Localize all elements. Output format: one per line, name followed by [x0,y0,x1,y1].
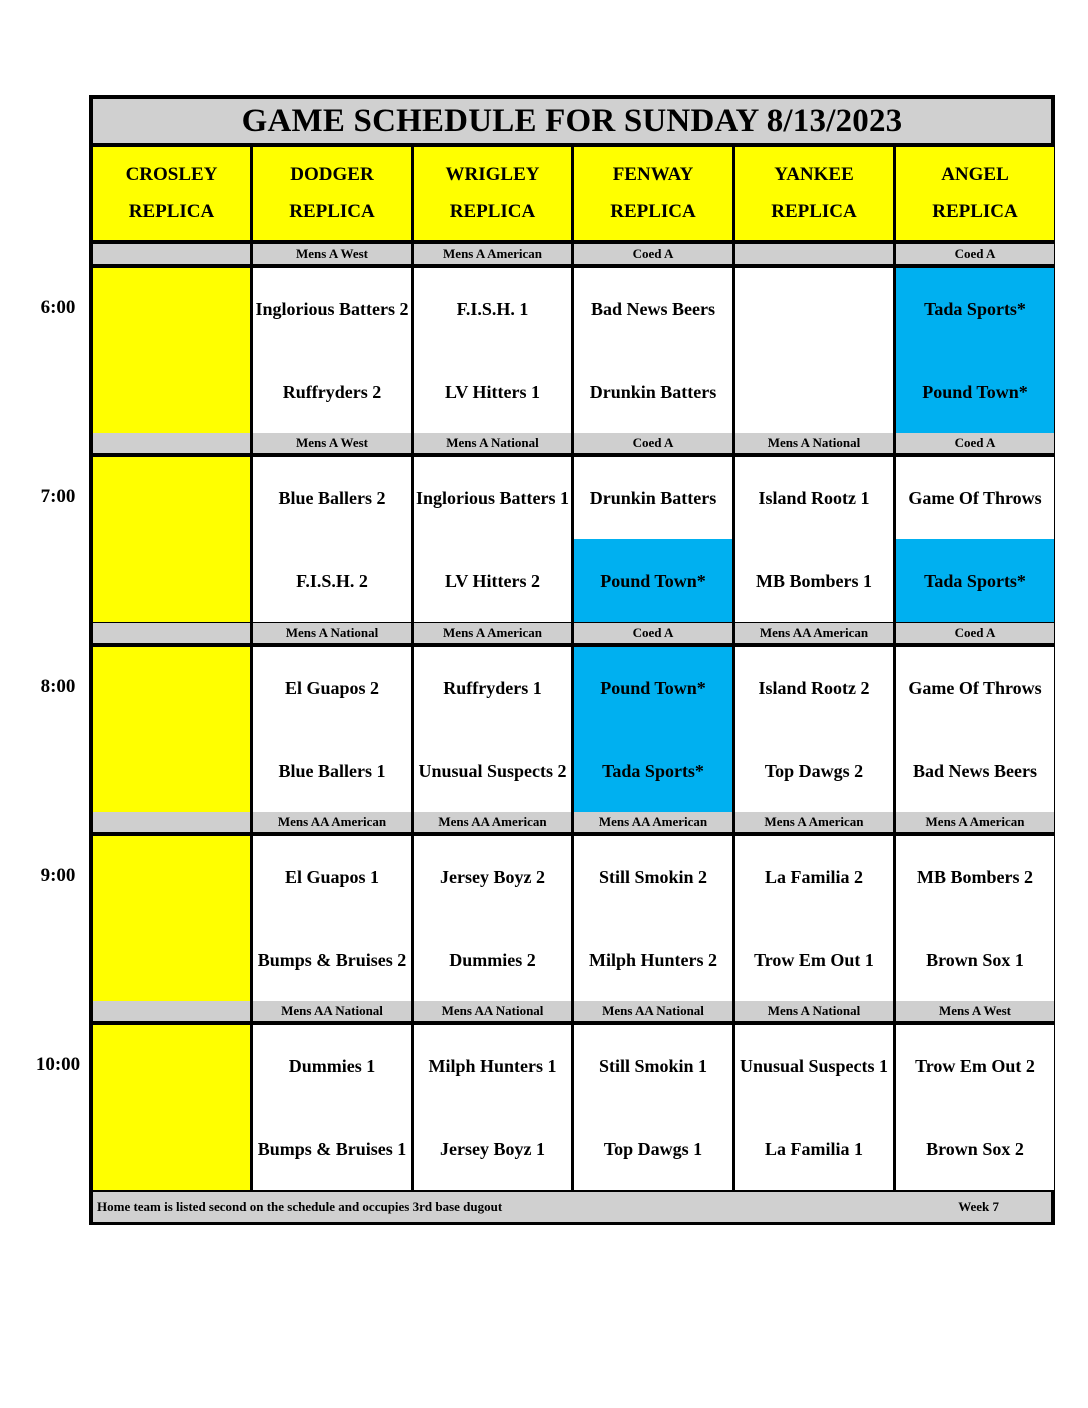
field-header [896,147,1054,240]
home-team: Pound Town* [896,350,1054,433]
away-team: MB Bombers 2 [896,836,1054,918]
field-header [93,147,250,240]
away-team: Pound Town* [574,647,732,729]
division-label: Mens A West [253,433,411,453]
division-label: Mens AA American [253,812,411,832]
away-team: Island Rootz 1 [735,457,893,539]
home-team: Trow Em Out 1 [735,918,893,1001]
home-team: La Familia 1 [735,1107,893,1190]
field-subtitle: REPLICA [610,201,696,222]
away-team: Trow Em Out 2 [896,1025,1054,1107]
away-team: Drunkin Batters [574,457,732,539]
home-team: Milph Hunters 2 [574,918,732,1001]
home-team [735,350,893,433]
away-team: Tada Sports* [896,268,1054,350]
field-name: DODGER [290,164,374,185]
away-team: Dummies 1 [253,1025,411,1107]
away-team [735,268,893,350]
away-team: Bad News Beers [574,268,732,350]
away-team: El Guapos 2 [253,647,411,729]
unused-field-cell [93,457,250,622]
home-team: Tada Sports* [896,539,1054,622]
field-header [735,147,893,240]
field-name: YANKEE [774,164,854,185]
field-subtitle: REPLICA [932,201,1018,222]
division-label: Mens A National [735,433,893,453]
away-team: Milph Hunters 1 [414,1025,571,1107]
field-name: WRIGLEY [445,164,540,185]
away-team: F.I.S.H. 1 [414,268,571,350]
home-team: Blue Ballers 1 [253,729,411,812]
home-team: LV Hitters 1 [414,350,571,433]
away-team: Inglorious Batters 1 [414,457,571,539]
home-team: Unusual Suspects 2 [414,729,571,812]
home-team: Top Dawgs 1 [574,1107,732,1190]
time-label: 8:00 [40,676,76,697]
page-title: GAME SCHEDULE FOR SUNDAY 8/13/2023 [93,99,1051,143]
away-team: Game Of Throws [896,647,1054,729]
field-subtitle: REPLICA [771,201,857,222]
time-label: 7:00 [40,486,76,507]
time-label: 9:00 [40,865,76,886]
home-team: MB Bombers 1 [735,539,893,622]
footer-note: Home team is listed second on the schedule and occupies 3rd base dugout [97,1199,503,1214]
division-label [735,244,893,264]
home-team: Tada Sports* [574,729,732,812]
division-label: Coed A [574,433,732,453]
time-label: 6:00 [40,297,76,318]
field-subtitle: REPLICA [128,201,215,222]
field-header [414,147,571,240]
unused-field-cell [93,647,250,812]
division-label: Mens A American [896,812,1054,832]
away-team: Still Smokin 2 [574,836,732,918]
field-name: ANGEL [941,164,1009,185]
division-label: Mens A National [735,1001,893,1021]
division-label: Mens A American [735,812,893,832]
division-label: Mens AA National [574,1001,732,1021]
home-team: F.I.S.H. 2 [253,539,411,622]
away-team: Ruffryders 1 [414,647,571,729]
away-team: Unusual Suspects 1 [735,1025,893,1107]
away-team: El Guapos 1 [253,836,411,918]
field-subtitle: REPLICA [289,201,375,222]
schedule-table [89,95,1055,1225]
home-team: LV Hitters 2 [414,539,571,622]
division-label: Mens AA American [574,812,732,832]
unused-field-cell [93,268,250,433]
division-label [93,812,250,832]
home-team: Dummies 2 [414,918,571,1001]
away-team: Still Smokin 1 [574,1025,732,1107]
away-team: Inglorious Batters 2 [253,268,411,350]
division-label: Mens A West [896,1001,1054,1021]
division-label: Mens AA National [414,1001,571,1021]
home-team: Drunkin Batters [574,350,732,433]
footer-bar [93,1192,1051,1222]
away-team: Island Rootz 2 [735,647,893,729]
field-header [574,147,732,240]
division-label: Coed A [574,244,732,264]
home-team: Bad News Beers [896,729,1054,812]
home-team: Bumps & Bruises 2 [253,918,411,1001]
home-team: Ruffryders 2 [253,350,411,433]
division-label: Mens AA American [735,623,893,643]
division-label: Mens A National [253,623,411,643]
away-team: La Familia 2 [735,836,893,918]
field-name: CROSLEY [125,164,218,185]
division-label: Coed A [896,244,1054,264]
week-label: Week 7 [958,1199,999,1214]
division-label: Mens AA American [414,812,571,832]
division-label [93,1001,250,1021]
away-team: Game Of Throws [896,457,1054,539]
division-label: Coed A [574,623,732,643]
field-header [253,147,411,240]
division-label [93,433,250,453]
home-team: Jersey Boyz 1 [414,1107,571,1190]
division-label [93,244,250,264]
time-label: 10:00 [35,1054,81,1075]
division-label: Mens A American [414,244,571,264]
division-label: Mens AA National [253,1001,411,1021]
away-team: Blue Ballers 2 [253,457,411,539]
home-team: Brown Sox 1 [896,918,1054,1001]
division-label: Coed A [896,623,1054,643]
away-team: Jersey Boyz 2 [414,836,571,918]
unused-field-cell [93,1025,250,1190]
division-label: Mens A National [414,433,571,453]
division-label [93,623,250,643]
home-team: Top Dawgs 2 [735,729,893,812]
home-team: Pound Town* [574,539,732,622]
field-subtitle: REPLICA [449,201,536,222]
division-label: Coed A [896,433,1054,453]
division-label: Mens A American [414,623,571,643]
home-team: Brown Sox 2 [896,1107,1054,1190]
home-team: Bumps & Bruises 1 [253,1107,411,1190]
field-name: FENWAY [612,164,694,185]
unused-field-cell [93,836,250,1001]
division-label: Mens A West [253,244,411,264]
